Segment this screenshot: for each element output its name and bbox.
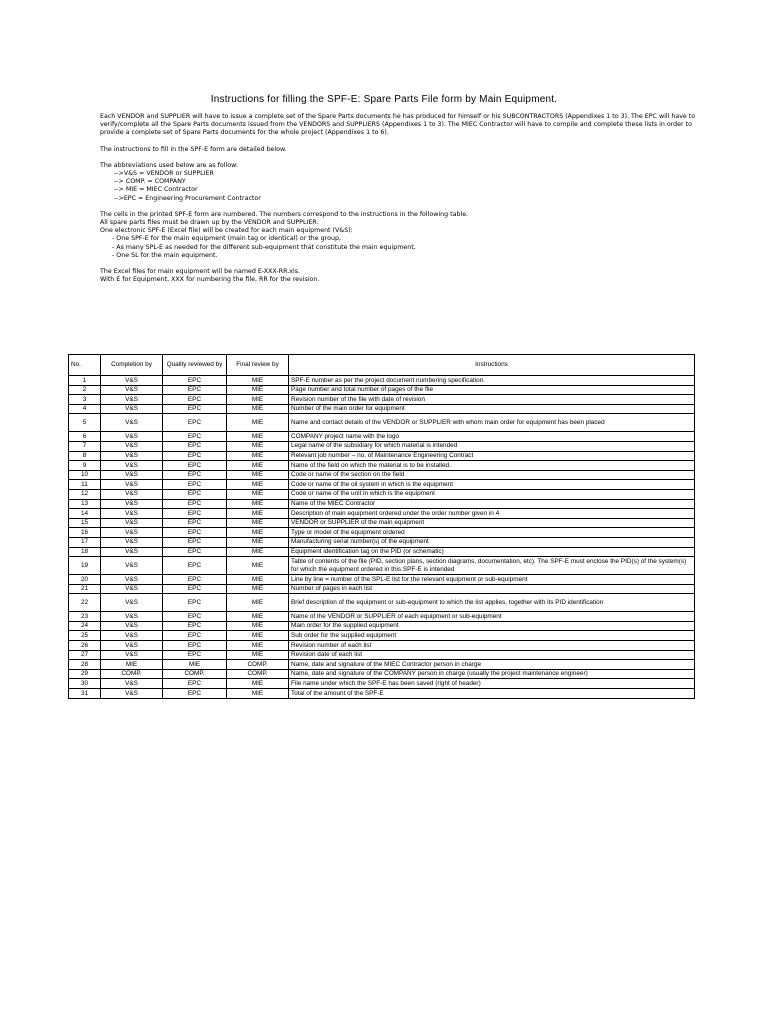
header-quality-reviewed-by: Quality reviewed by	[163, 355, 227, 376]
cell-completion-by: V&S	[101, 376, 163, 386]
cell-final-review-by: MIE	[227, 518, 289, 528]
cell-no: 12	[69, 489, 101, 499]
cell-final-review-by: MIE	[227, 547, 289, 557]
table-row	[69, 414, 695, 432]
cell-instructions: Revision number of each list	[289, 641, 695, 651]
cell-completion-by: V&S	[101, 451, 163, 461]
cell-completion-by: V&S	[101, 547, 163, 557]
table-row	[69, 641, 695, 651]
cell-completion-by: V&S	[101, 489, 163, 499]
cell-quality-reviewed-by: EPC	[163, 404, 227, 414]
cell-final-review-by: MIE	[227, 528, 289, 538]
cell-completion-by: V&S	[101, 528, 163, 538]
cell-no: 11	[69, 480, 101, 490]
cell-completion-by: V&S	[101, 537, 163, 547]
cell-quality-reviewed-by: EPC	[163, 461, 227, 471]
cell-final-review-by: MIE	[227, 557, 289, 575]
intro-text	[100, 113, 700, 284]
table-row	[69, 518, 695, 528]
table-row	[69, 395, 695, 405]
cell-final-review-by: MIE	[227, 480, 289, 490]
table-row	[69, 489, 695, 499]
table-row	[69, 669, 695, 679]
bullet-item: - One SL for the main equipment.	[112, 251, 218, 259]
cell-quality-reviewed-by: EPC	[163, 385, 227, 395]
cell-no: 15	[69, 518, 101, 528]
cell-final-review-by: MIE	[227, 461, 289, 471]
cell-no: 24	[69, 621, 101, 631]
cell-completion-by: V&S	[101, 461, 163, 471]
cell-final-review-by: MIE	[227, 432, 289, 442]
cell-quality-reviewed-by: EPC	[163, 621, 227, 631]
cell-final-review-by: MIE	[227, 584, 289, 594]
table-row	[69, 584, 695, 594]
intro-paragraph: One electronic SPF-E (Excel file) will be created for each main equipment (V&S):	[100, 227, 353, 235]
table-row	[69, 441, 695, 451]
cell-no: 27	[69, 650, 101, 660]
cell-quality-reviewed-by: EPC	[163, 537, 227, 547]
cell-completion-by: V&S	[101, 414, 163, 432]
cell-quality-reviewed-by: EPC	[163, 547, 227, 557]
cell-instructions: Name, date and signature of the COMPANY person in charge (usually the project maintenance engineer)	[289, 669, 695, 679]
table-row	[69, 451, 695, 461]
cell-no: 9	[69, 461, 101, 471]
bullet-item: - As many SPL-E as needed for the different sub-equipment that constitute the main equipment,	[112, 243, 416, 251]
cell-completion-by: COMP.	[101, 669, 163, 679]
cell-final-review-by: MIE	[227, 689, 289, 699]
cell-completion-by: V&S	[101, 584, 163, 594]
table-row	[69, 557, 695, 575]
table-header-row	[69, 355, 695, 376]
cell-quality-reviewed-by: EPC	[163, 584, 227, 594]
cell-no: 14	[69, 509, 101, 519]
cell-completion-by: V&S	[101, 557, 163, 575]
cell-instructions: Table of contents of the file (PID, section plans, section diagrams, documentation, etc). The SPF-E must enclose the PID(s) of the system(s) for which the equipment ordered in this SPF-E is intended	[289, 557, 695, 575]
cell-quality-reviewed-by: EPC	[163, 480, 227, 490]
cell-final-review-by: MIE	[227, 414, 289, 432]
cell-completion-by: V&S	[101, 404, 163, 414]
cell-final-review-by: MIE	[227, 612, 289, 622]
cell-completion-by: MIE	[101, 660, 163, 670]
cell-quality-reviewed-by: EPC	[163, 557, 227, 575]
cell-final-review-by: MIE	[227, 679, 289, 689]
cell-quality-reviewed-by: EPC	[163, 641, 227, 651]
cell-quality-reviewed-by: EPC	[163, 528, 227, 538]
cell-completion-by: V&S	[101, 441, 163, 451]
cell-instructions: Code or name of the section on the field	[289, 470, 695, 480]
table-row	[69, 404, 695, 414]
cell-no: 20	[69, 575, 101, 585]
table-row	[69, 376, 695, 386]
table-row	[69, 689, 695, 699]
cell-final-review-by: MIE	[227, 575, 289, 585]
cell-final-review-by: MIE	[227, 631, 289, 641]
intro-paragraph: The Excel files for main equipment will be named E-XXX-RR.xls.	[100, 268, 300, 276]
cell-final-review-by: MIE	[227, 451, 289, 461]
cell-completion-by: V&S	[101, 480, 163, 490]
cell-final-review-by: MIE	[227, 395, 289, 405]
intro-paragraph: The abbreviations used below are as follow:	[100, 161, 239, 169]
intro-paragraph: The instructions to fill in the SPF-E form are detailed below.	[100, 145, 287, 153]
cell-no: 25	[69, 631, 101, 641]
cell-completion-by: V&S	[101, 432, 163, 442]
cell-quality-reviewed-by: EPC	[163, 432, 227, 442]
cell-completion-by: V&S	[101, 499, 163, 509]
cell-quality-reviewed-by: EPC	[163, 489, 227, 499]
cell-quality-reviewed-by: EPC	[163, 518, 227, 528]
table-row	[69, 621, 695, 631]
cell-quality-reviewed-by: EPC	[163, 650, 227, 660]
intro-paragraph: Each VENDOR and SUPPLIER will have to issue a complete set of the Spare Parts documents he has produced for himself or his SUBCONTRACTORS (Appendixes 1 to 3). The EPC will have to verify/complete all the Spare Parts documents issued from the VENDORS and SUPPLIERS (Appendixes 1 to 3). The MIEC Contractor will have to compile and complete these lists in order to provide a complete set of Spare Parts documents for the whole project (Appendixes 1 to 6).	[100, 113, 696, 137]
cell-no: 26	[69, 641, 101, 651]
table-row	[69, 499, 695, 509]
cell-no: 7	[69, 441, 101, 451]
cell-final-review-by: MIE	[227, 594, 289, 612]
cell-instructions: Type or model of the equipment ordered	[289, 528, 695, 538]
cell-final-review-by: MIE	[227, 537, 289, 547]
cell-no: 28	[69, 660, 101, 670]
cell-instructions: File name under which the SPF-E has been saved (right of header)	[289, 679, 695, 689]
cell-instructions: Equipment identification tag on the PID (or schematic)	[289, 547, 695, 557]
cell-no: 23	[69, 612, 101, 622]
cell-instructions: Page number and total number of pages of the file	[289, 385, 695, 395]
cell-quality-reviewed-by: EPC	[163, 689, 227, 699]
table-row	[69, 594, 695, 612]
cell-instructions: Name of the MIEC Contractor	[289, 499, 695, 509]
cell-no: 10	[69, 470, 101, 480]
cell-final-review-by: MIE	[227, 376, 289, 386]
cell-no: 1	[69, 376, 101, 386]
cell-final-review-by: MIE	[227, 441, 289, 451]
cell-instructions: Name and contact details of the VENDOR or SUPPLIER with whom main order for equipment has been placed	[289, 414, 695, 432]
cell-completion-by: V&S	[101, 621, 163, 631]
cell-quality-reviewed-by: EPC	[163, 414, 227, 432]
intro-paragraph: The cells in the printed SPF-E form are numbered. The numbers correspond to the instructions in the following table.	[100, 210, 469, 218]
cell-completion-by: V&S	[101, 594, 163, 612]
intro-paragraph: With E for Equipment, XXX for numbering the file, RR for the revision.	[100, 276, 320, 284]
cell-quality-reviewed-by: EPC	[163, 631, 227, 641]
table-row	[69, 660, 695, 670]
table-row	[69, 547, 695, 557]
header-final-review-by: Final review by	[227, 355, 289, 376]
cell-quality-reviewed-by: EPC	[163, 499, 227, 509]
cell-completion-by: V&S	[101, 575, 163, 585]
table-row	[69, 385, 695, 395]
cell-quality-reviewed-by: EPC	[163, 575, 227, 585]
cell-instructions: Revision number of the file with date of revision	[289, 395, 695, 405]
table-row	[69, 650, 695, 660]
cell-no: 31	[69, 689, 101, 699]
cell-completion-by: V&S	[101, 518, 163, 528]
cell-instructions: Number of pages in each list	[289, 584, 695, 594]
abbreviation-item: -->EPC = Engineering Procurement Contractor	[114, 194, 261, 202]
cell-completion-by: V&S	[101, 641, 163, 651]
cell-final-review-by: MIE	[227, 621, 289, 631]
cell-quality-reviewed-by: COMP.	[163, 669, 227, 679]
cell-no: 17	[69, 537, 101, 547]
cell-final-review-by: MIE	[227, 489, 289, 499]
cell-instructions: Code or name of the unit in which is the equipment	[289, 489, 695, 499]
page-title: Instructions for filling the SPF-E: Spare Parts File form by Main Equipment.	[210, 94, 558, 105]
cell-instructions: Main order for the supplied equipment	[289, 621, 695, 631]
cell-final-review-by: MIE	[227, 509, 289, 519]
table-row	[69, 575, 695, 585]
table-row	[69, 470, 695, 480]
cell-instructions: Name of the field on which the material is to be installed.	[289, 461, 695, 471]
cell-instructions: Description of main equipment ordered under the order number given in 4	[289, 509, 695, 519]
cell-no: 30	[69, 679, 101, 689]
cell-quality-reviewed-by: EPC	[163, 470, 227, 480]
abbreviation-item: --> MIE = MIEC Contractor	[114, 186, 198, 194]
cell-instructions: SPF-E number as per the project document numbering specification.	[289, 376, 695, 386]
table-row	[69, 480, 695, 490]
cell-no: 3	[69, 395, 101, 405]
cell-no: 8	[69, 451, 101, 461]
header-completion-by: Completion by	[101, 355, 163, 376]
table-row	[69, 631, 695, 641]
cell-instructions: Line by line = number of the SPL-E list for the relevant equipment or sub-equipment	[289, 575, 695, 585]
cell-instructions: Revision date of each list	[289, 650, 695, 660]
cell-completion-by: V&S	[101, 689, 163, 699]
cell-no: 18	[69, 547, 101, 557]
cell-completion-by: V&S	[101, 612, 163, 622]
cell-completion-by: V&S	[101, 509, 163, 519]
cell-completion-by: V&S	[101, 650, 163, 660]
cell-quality-reviewed-by: EPC	[163, 509, 227, 519]
cell-quality-reviewed-by: EPC	[163, 376, 227, 386]
cell-final-review-by: COMP.	[227, 669, 289, 679]
cell-instructions: COMPANY project name with the logo	[289, 432, 695, 442]
table-row	[69, 432, 695, 442]
cell-no: 4	[69, 404, 101, 414]
cell-final-review-by: MIE	[227, 499, 289, 509]
cell-completion-by: V&S	[101, 395, 163, 405]
table-row	[69, 537, 695, 547]
cell-quality-reviewed-by: EPC	[163, 451, 227, 461]
cell-completion-by: V&S	[101, 385, 163, 395]
abbreviation-item: --> COMP. = COMPANY	[114, 178, 186, 186]
table-row	[69, 528, 695, 538]
cell-no: 29	[69, 669, 101, 679]
cell-final-review-by: MIE	[227, 650, 289, 660]
table-row	[69, 509, 695, 519]
header-instructions: Instructions	[289, 355, 695, 376]
table-row	[69, 612, 695, 622]
cell-no: 16	[69, 528, 101, 538]
bullet-item: - One SPF-E for the main equipment (main tag or identical) or the group,	[112, 235, 341, 243]
cell-instructions: Relevant job number – no. of Maintenance Engineering Contract	[289, 451, 695, 461]
instructions-table	[68, 354, 695, 699]
cell-no: 2	[69, 385, 101, 395]
cell-instructions: VENDOR or SUPPLIER of the main equipment	[289, 518, 695, 528]
cell-quality-reviewed-by: EPC	[163, 395, 227, 405]
cell-quality-reviewed-by: MIE	[163, 660, 227, 670]
cell-no: 6	[69, 432, 101, 442]
cell-instructions: Manufacturing serial number(s) of the equipment	[289, 537, 695, 547]
cell-completion-by: V&S	[101, 679, 163, 689]
cell-quality-reviewed-by: EPC	[163, 679, 227, 689]
cell-completion-by: V&S	[101, 631, 163, 641]
cell-instructions: Sub order for the supplied equipment	[289, 631, 695, 641]
cell-instructions: Code or name of the oil system in which is the equipment	[289, 480, 695, 490]
cell-no: 22	[69, 594, 101, 612]
cell-quality-reviewed-by: EPC	[163, 441, 227, 451]
cell-instructions: Total of the amount of the SPF-E	[289, 689, 695, 699]
cell-no: 21	[69, 584, 101, 594]
cell-instructions: Name of the VENDOR or SUPPLIER of each equipment or sub-equipment	[289, 612, 695, 622]
cell-quality-reviewed-by: EPC	[163, 612, 227, 622]
cell-final-review-by: MIE	[227, 385, 289, 395]
cell-instructions: Legal name of the subsidiary for which material is intended	[289, 441, 695, 451]
cell-no: 5	[69, 414, 101, 432]
cell-quality-reviewed-by: EPC	[163, 594, 227, 612]
cell-final-review-by: MIE	[227, 641, 289, 651]
cell-instructions: Brief description of the equipment or sub-equipment to which the list applies, together with its PID identification	[289, 594, 695, 612]
cell-final-review-by: MIE	[227, 404, 289, 414]
cell-final-review-by: COMP.	[227, 660, 289, 670]
table-row	[69, 679, 695, 689]
abbreviation-item: -->V&S = VENDOR or SUPPLIER	[114, 170, 214, 178]
cell-final-review-by: MIE	[227, 470, 289, 480]
cell-no: 13	[69, 499, 101, 509]
cell-no: 19	[69, 557, 101, 575]
intro-paragraph: All spare parts files must be drawn up by the VENDOR and SUPPLIER.	[100, 219, 319, 227]
cell-instructions: Name, date and signature of the MIEC Contractor person in charge	[289, 660, 695, 670]
cell-instructions: Number of the main order for equipment	[289, 404, 695, 414]
header-no: No.	[69, 355, 101, 376]
table-row	[69, 461, 695, 471]
cell-completion-by: V&S	[101, 470, 163, 480]
